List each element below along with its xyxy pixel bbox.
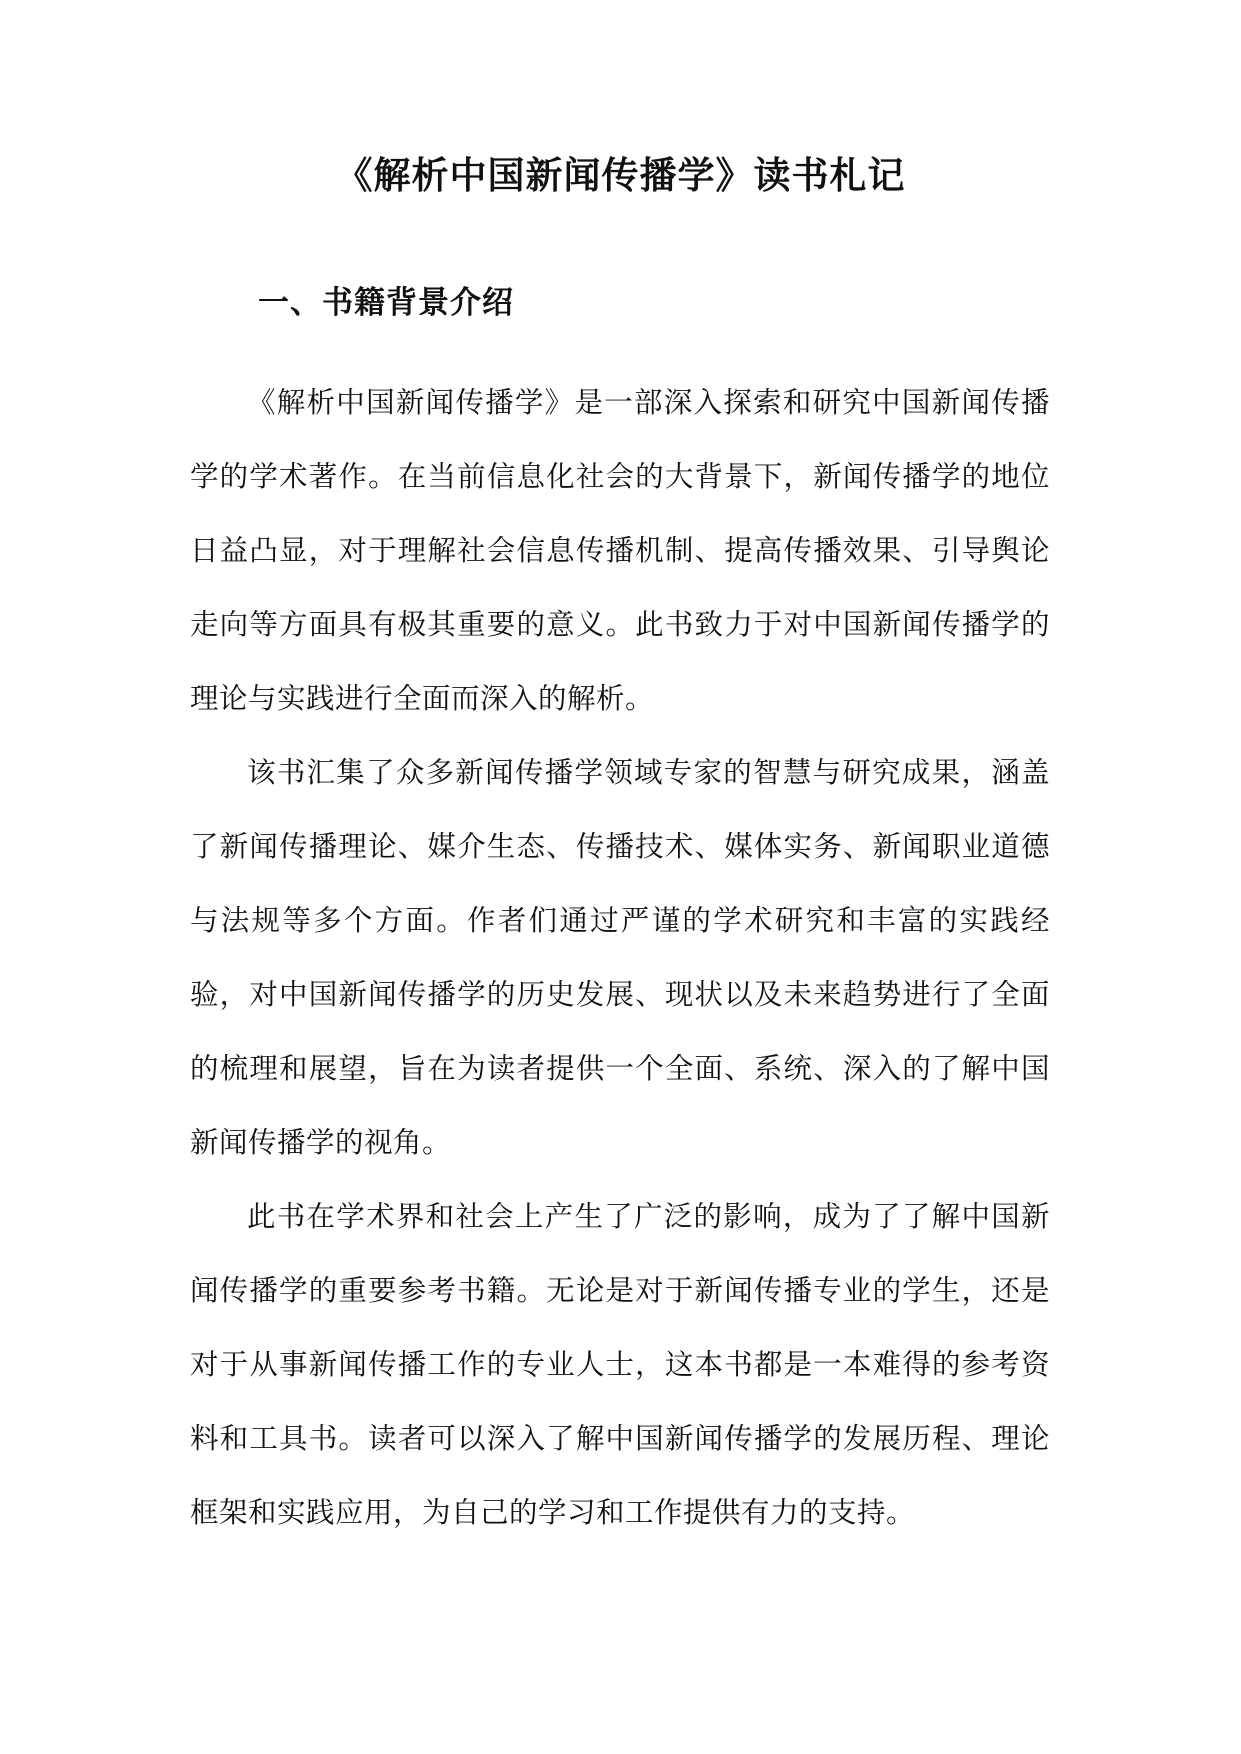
document-title: 《解析中国新闻传播学》读书札记	[335, 153, 906, 197]
section-heading: 一、书籍背景介绍	[258, 285, 514, 321]
paragraph-3: 此书在学术界和社会上产生了广泛的影响，成为了了解中国新闻传播学的重要参考书籍。无论是对于新闻传播专业的学生，还是对于从事新闻传播工作的专业人士，这本书都是一本难得的参考资料和工具书。读者可以深入了解中国新闻传播学的发展历程、理论框架和实践应用，为自己的学习和工作提供有力的支持。	[190, 1200, 1050, 1529]
section-body	[190, 366, 1050, 1550]
paragraph-2: 该书汇集了众多新闻传播学领域专家的智慧与研究成果，涵盖了新闻传播理论、媒介生态、传播技术、媒体实务、新闻职业道德与法规等多个方面。作者们通过严谨的学术研究和丰富的实践经验，对中国新闻传播学的历史发展、现状以及未来趋势进行了全面的梳理和展望，旨在为读者提供一个全面、系统、深入的了解中国新闻传播学的视角。	[190, 756, 1050, 1159]
paragraph-1: 《解析中国新闻传播学》是一部深入探索和研究中国新闻传播学的学术著作。在当前信息化社会的大背景下，新闻传播学的地位日益凸显，对于理解社会信息传播机制、提高传播效果、引导舆论走向等方面具有极其重要的意义。此书致力于对中国新闻传播学的理论与实践进行全面而深入的解析。	[190, 386, 1050, 715]
